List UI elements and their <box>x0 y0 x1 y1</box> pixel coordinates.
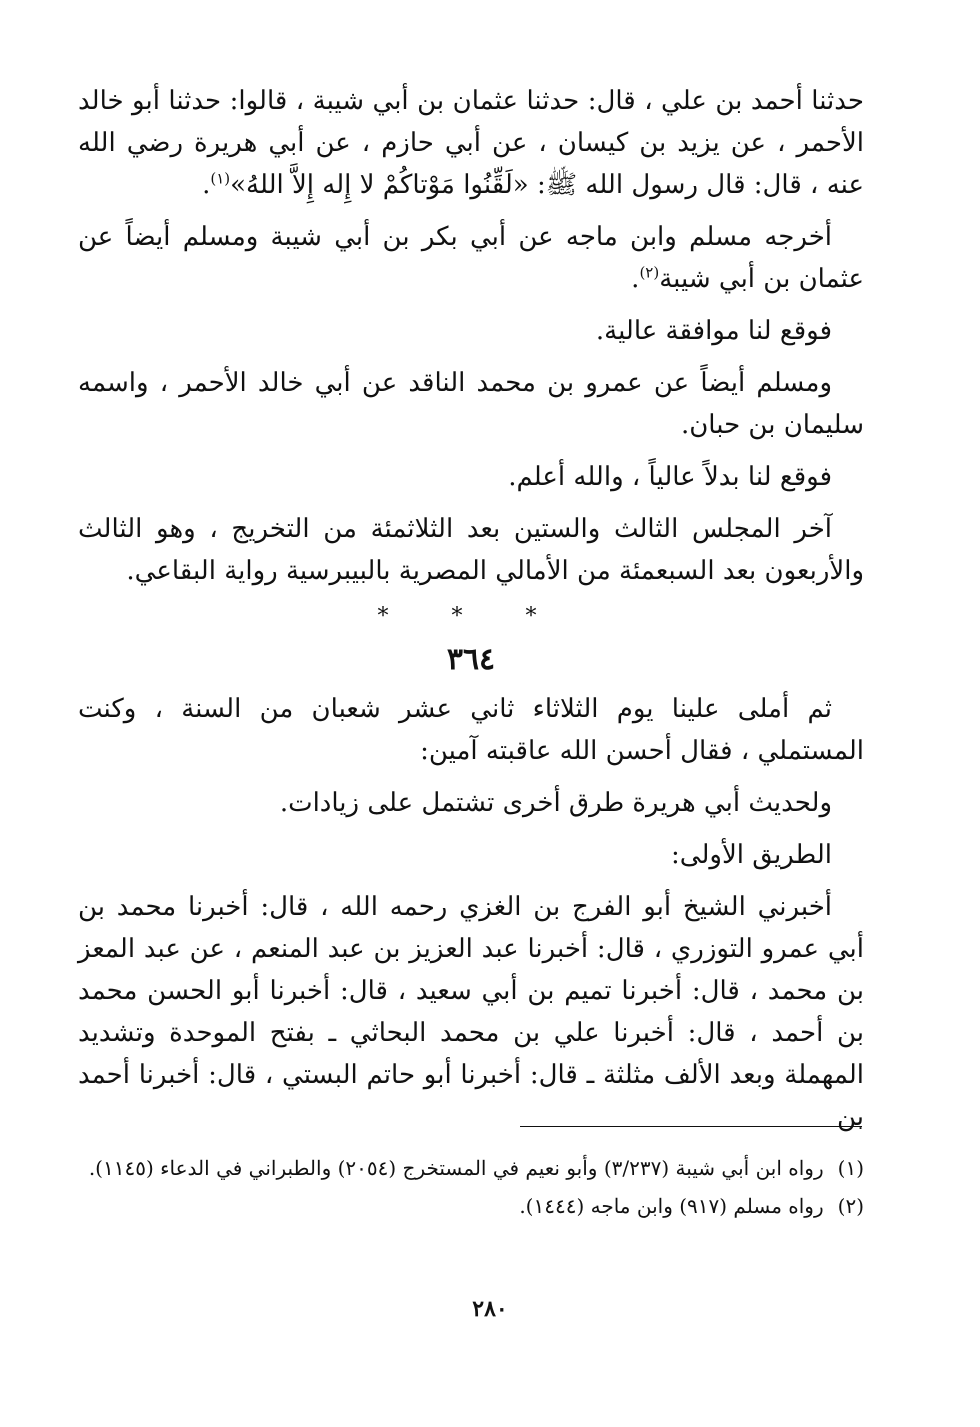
paragraph-badal: فوقع لنا بدلاً عالياً ، والله أعلم. <box>508 462 832 492</box>
page-number: ٢٨٠ <box>472 1296 508 1322</box>
footnote-separator <box>520 1126 862 1127</box>
paragraph-takhrij <box>78 216 864 300</box>
paragraph-2-text: أخرجه مسلم وابن ماجه عن أبي بكر بن أبي شيبة ومسلم أيضاً عن عثمان بن أبي شيبة <box>78 222 864 294</box>
paragraph-muwafaqa: فوقع لنا موافقة عالية. <box>595 316 832 346</box>
footnote-text: رواه ابن أبي شيبة (٣/٢٣٧) وأبو نعيم في المستخرج (٢٠٥٤) والطبراني في الدعاء (١١٤٥). <box>88 1156 824 1180</box>
page-body <box>78 80 864 1148</box>
paragraph-1-text: حدثنا أحمد بن علي ، قال: حدثنا عثمان بن أبي شيبة ، قالوا: حدثنا أبو خالد الأحمر ، عن يزيد بن كيسان ، عن أبي حازم ، عن أبي هريرة رضي الله عنه ، قال: قال رسول الله ﷺ: «لَقِّنُوا مَوْتاكُمْ لا إِله إِلاَّ اللهُ» <box>78 86 864 200</box>
paragraph-turuq: ولحديث أبي هريرة طرق أخرى تشتمل على زيادات. <box>279 788 832 818</box>
section-number: ٣٦٤ <box>446 642 496 677</box>
footnote-2 <box>78 1190 864 1222</box>
footnotes <box>78 1152 864 1228</box>
footnote-ref-1[interactable]: (١) <box>210 169 231 188</box>
paragraph-muslim-also: ومسلم أيضاً عن عمرو بن محمد الناقد عن أبي خالد الأحمر ، واسمه سليمان بن حبان. <box>78 368 864 440</box>
paragraph-first-path-heading: الطريق الأولى: <box>671 840 832 870</box>
paragraph-hadith-chain <box>78 80 864 206</box>
paragraph-isnad: أخبرني الشيخ أبو الفرج بن الغزي رحمه الله ، قال: أخبرنا محمد بن أبي عمرو التوزري ، قال: أخبرنا عبد العزيز بن عبد المنعم ، عن عبد المعز بن محمد ، قال: أخبرنا تميم بن أبي سعيد ، قال: أخبرنا أبو الحسن محمد بن أحمد ، قال: أخبرنا علي بن محمد البحاثي ـ بفتح الموحدة وتشديد المهملة وبعد الألف مثلثة ـ قال: أخبرنا أبو حاتم البستي ، قال: أخبرنا أحمد بن <box>78 892 864 1132</box>
footnote-number: (٢) <box>837 1194 864 1218</box>
footnote-number: (١) <box>837 1156 864 1180</box>
footnote-1 <box>78 1152 864 1184</box>
paragraph-imla: ثم أملى علينا يوم الثلاثاء ثاني عشر شعبان من السنة ، وكنت المستملي ، فقال أحسن الله عاقبته آمين: <box>78 694 864 766</box>
paragraph-1-end: . <box>202 170 211 200</box>
paragraph-2-end: . <box>631 264 640 294</box>
footnote-text: رواه مسلم (٩١٧) وابن ماجه (١٤٤٤). <box>519 1194 824 1218</box>
section-divider-stars: * * * <box>377 604 565 629</box>
paragraph-majlis-end: آخر المجلس الثالث والستين بعد الثلاثمئة من التخريج ، وهو الثالث والأربعون بعد السبعمئة من الأمالي المصرية بالبيبرسية رواية البقاعي. <box>78 514 864 586</box>
footnote-ref-2[interactable]: (٢) <box>639 263 660 282</box>
